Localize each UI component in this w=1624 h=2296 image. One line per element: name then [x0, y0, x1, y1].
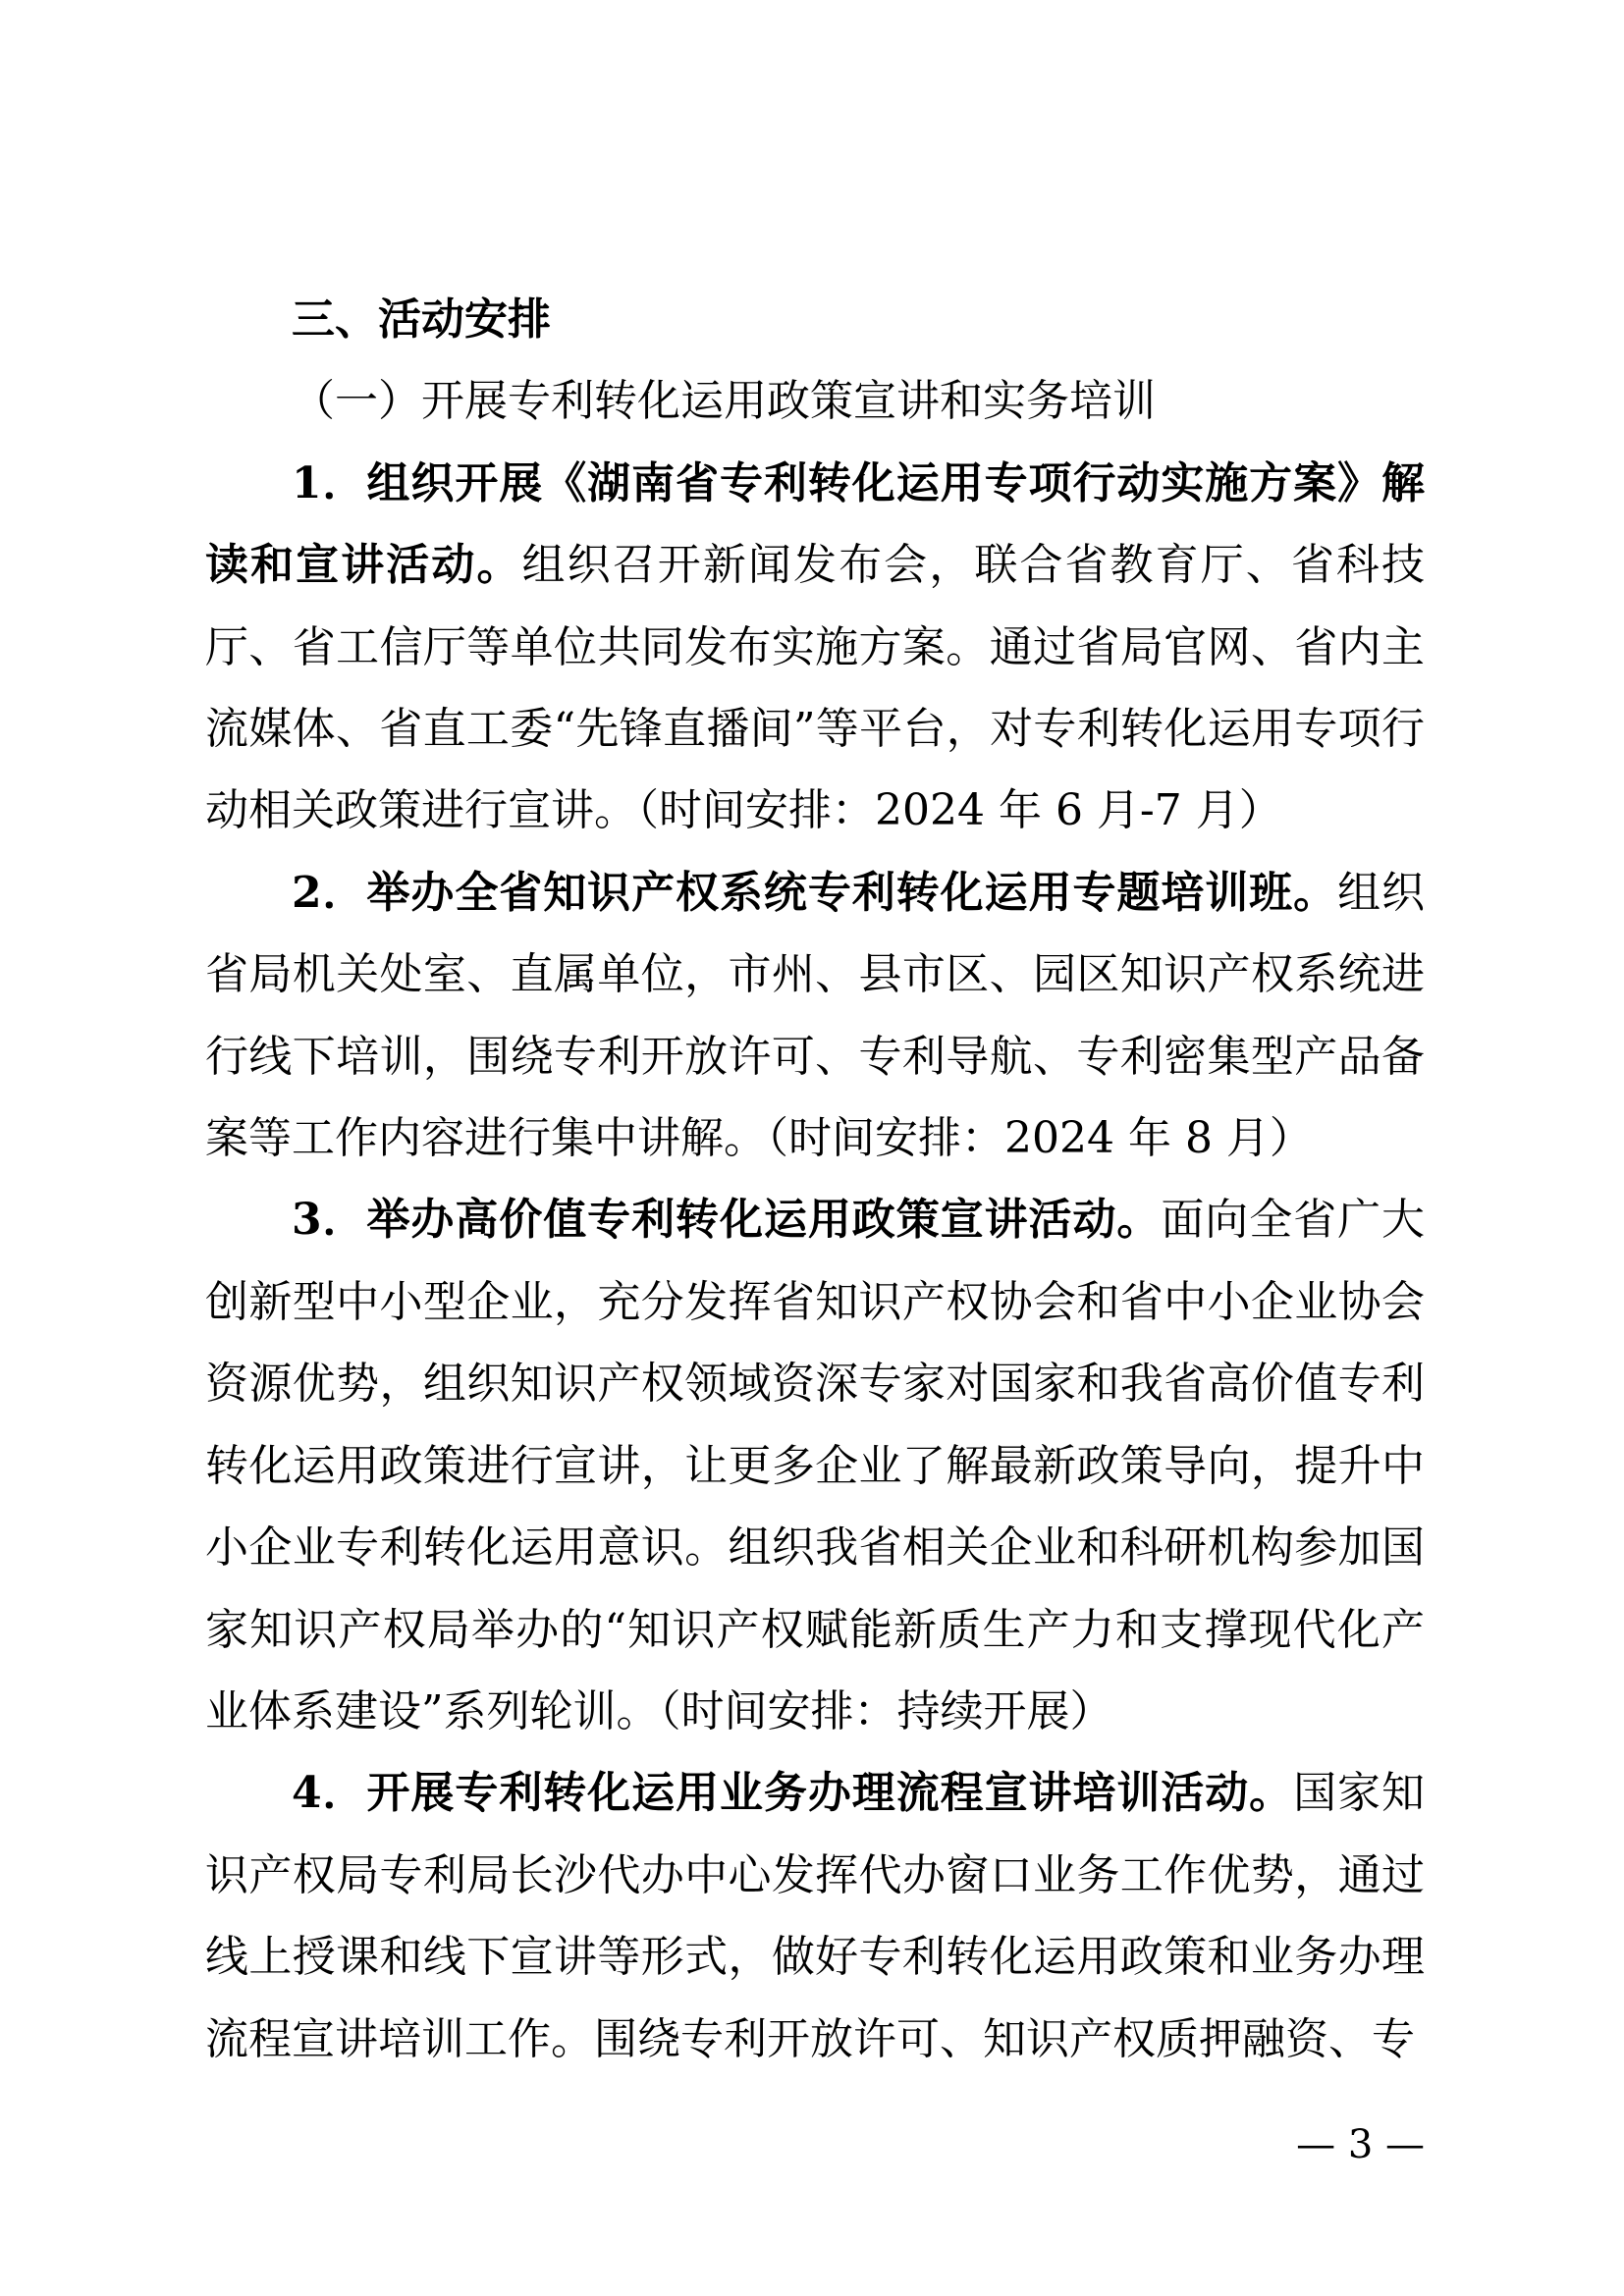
page-body	[205, 279, 1425, 2080]
activity-item-4-lead: 4．开展专利转化运用业务办理流程宣讲培训活动。	[292, 1768, 1294, 1819]
section-heading: 三、活动安排	[292, 294, 551, 345]
subsection-heading: （一）开展专利转化运用政策宣讲和实务培训	[292, 376, 1156, 427]
activity-item-3	[205, 1179, 1425, 1752]
activity-item-2	[205, 852, 1425, 1180]
activity-item-4-body: 国家知识产权局专利局长沙代办中心发挥代办窗口业务工作优势，通过线上授课和线下宣讲等形式，做好专利转化运用政策和业务办理流程宣讲培训工作。围绕专利开放许可、知识产权质押融资、专	[205, 1768, 1425, 2064]
page-number: — 3 —	[1296, 2122, 1425, 2167]
activity-item-3-lead: 3．举办高价值专利转化运用政策宣讲活动。	[292, 1195, 1162, 1246]
activity-item-1-lead: 1．组织开展《湖南省专利转化运用专项行动实施方案》解读和宣讲活动。	[205, 457, 1425, 591]
activity-item-4	[205, 1752, 1425, 2080]
activity-item-2-lead: 2．举办全省知识产权系统专利转化运用专题培训班。	[292, 867, 1338, 918]
activity-item-1	[205, 443, 1425, 852]
activity-item-1-body: 组织召开新闻发布会，联合省教育厅、省科技厅、省工信厅等单位共同发布实施方案。通过省局官网、省内主流媒体、省直工委“先锋直播间”等平台，对专利转化运用专项行动相关政策进行宣讲。（时间安排：2024 年 6 月-7 月）	[205, 540, 1426, 836]
activity-item-2-body: 组织省局机关处室、直属单位，市州、县市区、园区知识产权系统进行线下培训，围绕专利开放许可、专利导航、专利密集型产品备案等工作内容进行集中讲解。（时间安排：2024 年 8 月）	[205, 867, 1425, 1164]
activity-item-3-body: 面向全省广大创新型中小型企业，充分发挥省知识产权协会和省中小企业协会资源优势，组织知识产权领域资深专家对国家和我省高价值专利转化运用政策进行宣讲，让更多企业了解最新政策导向，提升中小企业专利转化运用意识。组织我省相关企业和科研机构参加国家知识产权局举办的“知识产权赋能新质生产力和支撑现代化产业体系建设”系列轮训。（时间安排：持续开展）	[205, 1195, 1426, 1736]
